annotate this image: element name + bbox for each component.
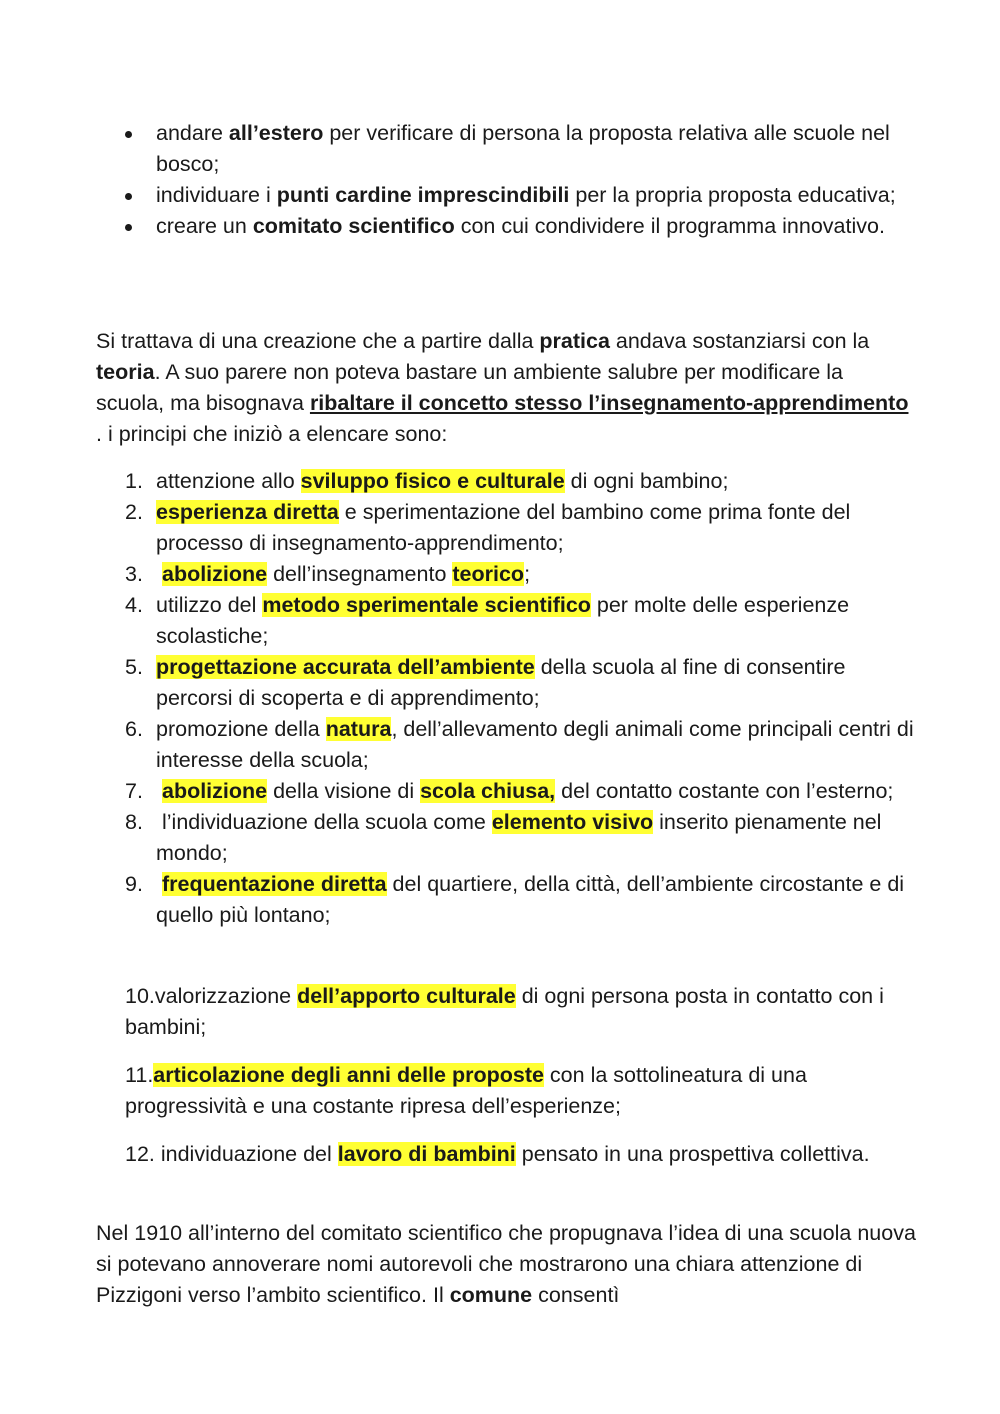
list-item: 6. promozione della natura, dell’allevamento degli animali come principali centri di interesse della scuola; — [125, 717, 914, 772]
highlighted-term: sviluppo fisico e culturale — [300, 469, 565, 493]
list-item: 9. frequentazione diretta del quartiere, della città, dell’ambiente circostante e di quello più lontano; — [125, 872, 905, 927]
highlighted-term: esperienza diretta — [156, 500, 339, 524]
list-item: 2. esperienza diretta e sperimentazione del bambino come prima fonte del processo di insegnamento-apprendimento; — [125, 500, 851, 555]
goals-bullet-list — [96, 118, 916, 242]
list-item: individuare i punti cardine imprescindibili per la propria proposta educativa; — [96, 180, 916, 211]
highlighted-term: metodo sperimentale scientifico — [262, 593, 591, 617]
principle-12: 12. individuazione del lavoro di bambini pensato in una prospettiva collettiva. — [125, 1142, 870, 1166]
principle-10: 10.valorizzazione dell’apporto culturale di ogni persona posta in contatto con i bambini; — [125, 984, 884, 1039]
list-item: creare un comitato scientifico con cui condividere il programma innovativo. — [96, 211, 916, 242]
highlighted-term: natura — [325, 717, 392, 741]
list-item: 1. attenzione allo sviluppo fisico e culturale di ogni bambino; — [125, 469, 729, 493]
highlighted-term: abolizione — [161, 779, 268, 803]
highlighted-term: frequentazione diretta — [161, 872, 387, 896]
principles-list — [96, 466, 916, 931]
list-item: 3. abolizione dell’insegnamento teorico; — [125, 562, 531, 586]
list-item: 4. utilizzo del metodo sperimentale scientifico per molte delle esperienze scolastiche; — [125, 593, 850, 648]
highlighted-term: lavoro di bambini — [337, 1142, 516, 1166]
highlighted-term: elemento visivo — [491, 810, 654, 834]
closing-paragraph: Nel 1910 all’interno del comitato scientifico che propugnava l’idea di una scuola nuova si potevano annoverare nomi autorevoli che mostrarono una chiara attenzione di Pizzigoni verso l’ambito scientifico. Il comune consentì — [96, 1221, 916, 1307]
underlined-concept: ribaltare il concetto stesso l’insegnamento-apprendimento — [309, 391, 909, 415]
list-item: 5. progettazione accurata dell’ambiente della scuola al fine di consentire percorsi di scoperta e di apprendimento; — [125, 655, 846, 710]
list-item: 7. abolizione della visione di scola chiusa, del contatto costante con l’esterno; — [125, 779, 894, 803]
bullet-icon — [125, 131, 132, 138]
highlighted-term: abolizione — [161, 562, 268, 586]
highlighted-term: teorico — [452, 562, 525, 586]
bullet-icon — [125, 224, 132, 231]
highlighted-term: progettazione accurata dell’ambiente — [156, 655, 535, 679]
highlighted-term: articolazione degli anni delle proposte — [153, 1063, 544, 1087]
highlighted-term: scola chiusa, — [420, 779, 556, 803]
list-item: 8. l’individuazione della scuola come elemento visivo inserito pienamente nel mondo; — [125, 810, 882, 865]
list-item: andare all’estero per verificare di persona la proposta relativa alle scuole nel bosco; — [96, 118, 916, 180]
intro-paragraph: Si trattava di una creazione che a partire dalla pratica andava sostanziarsi con la teoria. A suo parere non poteva bastare un ambiente salubre per modificare la scuola, ma bisognava ribaltare il concetto stesso l’insegnamento-apprendimento . i principi che iniziò a elencare sono: — [96, 329, 909, 446]
principle-11: 11.articolazione degli anni delle proposte con la sottolineatura di una progressività e una costante ripresa dell’esperienze; — [125, 1063, 807, 1118]
highlighted-term: dell’apporto culturale — [297, 984, 516, 1008]
bullet-icon — [125, 193, 132, 200]
